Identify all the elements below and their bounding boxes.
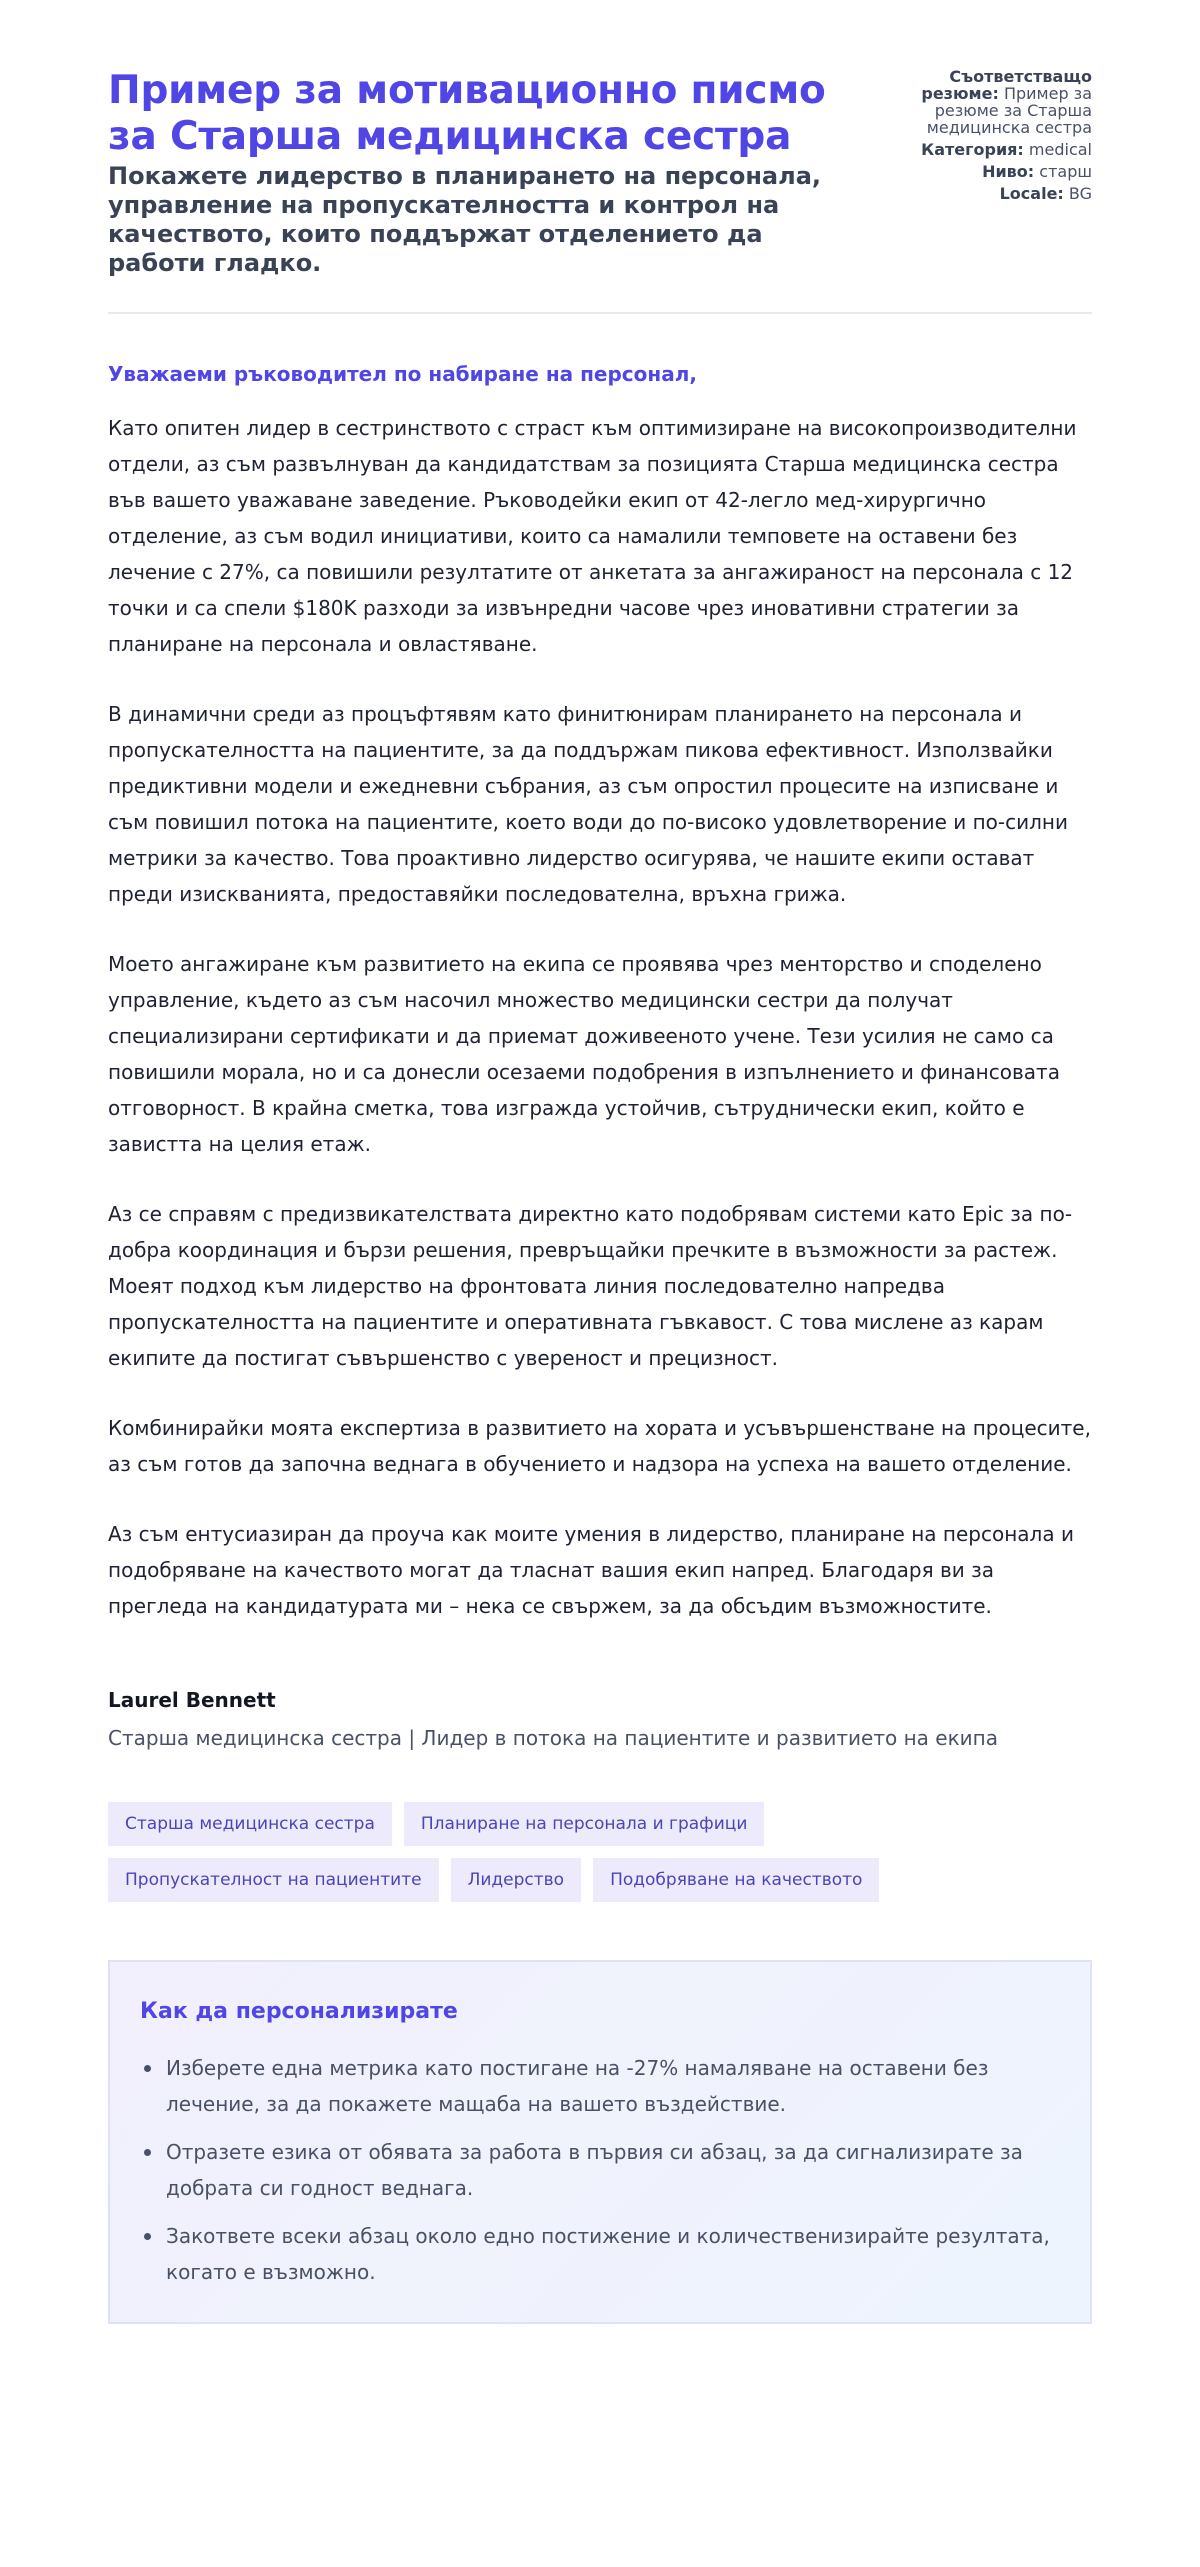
meta-resume-label: Съответстващо резюме: bbox=[921, 67, 1092, 103]
signature-title: Старша медицинска сестра | Лидер в потока на пациентите и развитието на екипа bbox=[108, 1726, 998, 1750]
header-titles bbox=[108, 68, 868, 278]
meta-resume-value[interactable]: Пример за резюме за Старша медицинска сестра bbox=[926, 84, 1092, 137]
letter-paragraph: Моето ангажиране към развитието на екипа се проявява чрез менторство и споделено управление, където аз съм насочил множество медицински сестри да получат специализирани сертификати и да приемат доживееното учене. Тези усилия не само са повишили морала, но и са донесли осезаеми подобрения в изпълнението и финансовата отговорност. В крайна сметка, това изгражда устойчив, сътруднически екип, който е завистта на целия етаж. bbox=[108, 952, 1060, 1156]
meta-level-label: Ниво: bbox=[982, 162, 1035, 181]
letter-paragraph: Аз се справям с предизвикателствата директно като подобрявам системи като Epic за по-добра координация и бързи решения, превръщайки пречките в възможности за растеж. Моеят подход към лидерство на фронтовата линия последователно напредва пропускателността на пациентите и оперативната гъвкавост. С това мислене аз карам екипите да постигат съвършенство с увереност и прецизност. bbox=[108, 1202, 1073, 1370]
tips-list bbox=[140, 2050, 1060, 2290]
meta-category-value: medical bbox=[1028, 140, 1092, 159]
letter-paragraph: Като опитен лидер в сестринството с страст към оптимизиране на високопроизводителни отдели, аз съм развълнуван да кандидатствам за позицията Старша медицинска сестра във вашето уважаване заведение. Ръководейки екип от 42-легло мед-хирургично отделение, аз съм водил инициативи, които са намалили темповете на оставени без лечение с 27%, са повишили резултатите от анкетата за ангажираност на персонала с 12 точки и са спели $180K разходи за извънредни часове чрез иновативни стратегии за планиране на персонала и овластяване. bbox=[108, 416, 1077, 656]
bullet-icon bbox=[144, 2065, 151, 2072]
bullet-icon bbox=[144, 2233, 151, 2240]
tag-patient-throughput[interactable]: Пропускателност на пациентите bbox=[108, 1858, 439, 1902]
callout-title: Как да персонализирате bbox=[140, 1999, 458, 2024]
signature-name: Laurel Bennett bbox=[108, 1688, 276, 1712]
tip-item bbox=[140, 2050, 1060, 2122]
bullet-icon bbox=[144, 2149, 151, 2156]
tip-item bbox=[140, 2134, 1060, 2206]
page-title: Пример за мотивационно писмо за Старша медицинска сестра bbox=[108, 68, 826, 159]
tag-senior-nurse[interactable]: Старша медицинска сестра bbox=[108, 1802, 392, 1846]
letter-paragraph: В динамични среди аз процъфтявям като финитюнирам планирането на персонала и пропускателността на пациентите, за да поддържам пикова ефективност. Използвайки предиктивни модели и ежедневни събрания, аз съм опростил процесите на изписване и съм повишил потока на пациентите, което води до по-високо удовлетворение и по-силни метрики за качество. Това проактивно лидерство осигурява, че нашите екипи остават преди изискванията, предоставяйки последователна, връхна грижа. bbox=[108, 702, 1068, 906]
meta-locale-label: Locale: bbox=[999, 184, 1064, 203]
customization-tips-callout bbox=[108, 1960, 1092, 2324]
meta-category bbox=[882, 141, 1092, 158]
tag-staff-scheduling[interactable]: Планиране на персонала и графици bbox=[404, 1802, 764, 1846]
letter-paragraph: Аз съм ентусиазиран да проуча как моите умения в лидерство, планиране на персонала и подобряване на качеството могат да тласнат вашия екип напред. Благодаря ви за прегледа на кандидатурата ми – нека се свържем, за да обсъдим възможностите. bbox=[108, 1522, 1074, 1618]
tip-text: Отразете езика от обявата за работа в първия си абзац, за да сигнализирате за добрата си годност веднага. bbox=[166, 2140, 1023, 2200]
tip-text: Закответе всеки абзац около едно постижение и количественизирайте резултата, когато е възможно. bbox=[166, 2224, 1050, 2284]
tip-item bbox=[140, 2218, 1060, 2290]
page-subtitle: Покажете лидерство в планирането на персонала, управление на пропускателността и контрол на качеството, които поддържат отделението да работи гладко. bbox=[108, 162, 822, 277]
meta-level-value: старш bbox=[1039, 162, 1092, 181]
meta-category-label: Категория: bbox=[921, 140, 1024, 159]
tag-leadership[interactable]: Лидерство bbox=[451, 1858, 582, 1902]
meta-locale bbox=[882, 185, 1092, 202]
letter-paragraph: Комбинирайки моята експертиза в развитието на хората и усъвършенстване на процесите, аз съм готов да започна веднага в обучението и надзора на успеха на вашето отделение. bbox=[108, 1416, 1091, 1476]
meta-locale-value: BG bbox=[1068, 184, 1092, 203]
meta-matching-resume bbox=[882, 68, 1092, 136]
tag-list bbox=[108, 1802, 908, 1902]
meta-panel bbox=[882, 68, 1092, 207]
page-header bbox=[108, 68, 1092, 314]
meta-level bbox=[882, 163, 1092, 180]
tip-text: Изберете една метрика като постигане на -27% намаляване на оставени без лечение, за да покажете мащаба на вашето въздействие. bbox=[166, 2056, 989, 2116]
letter-greeting: Уважаеми ръководител по набиране на персонал, bbox=[108, 362, 697, 386]
tag-quality-improvement[interactable]: Подобряване на качеството bbox=[593, 1858, 879, 1902]
letter-body bbox=[108, 360, 1092, 1624]
signature-block bbox=[108, 1686, 1092, 1752]
